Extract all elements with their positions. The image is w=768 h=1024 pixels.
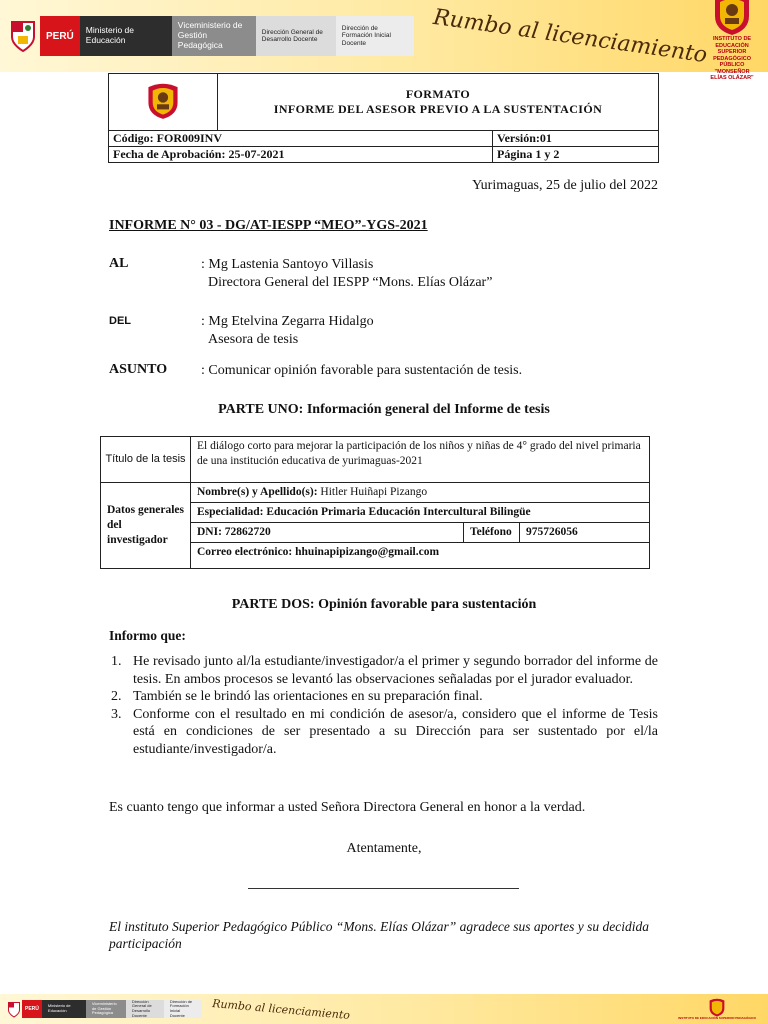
government-logo-strip [6,1000,202,1018]
email: Correo electrónico: hhuinapipizango@gmail.com [191,543,650,569]
phone-value: 975726056 [520,523,650,543]
regards: Atentamente, [346,841,422,856]
government-logo-strip [6,16,414,56]
top-banner [0,0,768,82]
part-one-title: PARTE UNO: Información general del Informe de tesis [218,402,550,417]
format-label: FORMATO [405,87,471,101]
del-label: DEL [109,315,131,327]
list-item: 2. También se le brindó las orientaciones en su preparación final. [111,689,483,704]
institute-name: INSTITUTO DE EDUCACIÓN SUPERIOR PEDAGÓGICO PÚBLICO "MONSEÑOR ELÍAS OLÁZAR" [710,35,754,82]
al-name: : Mg Lastenia Santoyo Villasis [201,257,374,272]
closing-sentence: Es cuanto tengo que informar a usted Señora Directora General en honor a la verdad. [109,800,586,815]
researcher-name-cell [191,483,650,503]
gov-direction-2: Dirección de Formación Inicial Docente [336,16,414,56]
page-number: Página 1 y 2 [493,147,659,163]
specialty: Especialidad: Educación Primaria Educación Intercultural Bilingüe [191,503,650,523]
asunto-label: ASUNTO [109,362,168,377]
asunto-text: : Comunicar opinión favorable para sustentación de tesis. [201,363,523,378]
institute-crest-icon [145,80,181,120]
dni: DNI: 72862720 [191,523,464,543]
header-logo-cell [109,74,218,131]
format-header-table [108,73,659,163]
bottom-banner [0,994,768,1024]
format-version: Versión:01 [493,131,659,147]
report-items-list [111,653,658,758]
al-label: AL [109,256,129,271]
approval-date: Fecha de Aprobación: 25-07-2021 [109,147,493,163]
institute-name: INSTITUTO DE EDUCACIÓN SUPERIOR PEDAGÓGICO [678,1016,756,1021]
footer-note: El instituto Superior Pedagógico Público “Mons. Elías Olázar” agradece sus aportes y su decidida participación [109,919,649,951]
header-title-cell [218,74,659,131]
slogan: Rumbo al licenciamiento [211,996,351,1022]
gov-vice: Viceministerio de Gestión Pedagógica [172,16,256,56]
gov-country: PERÚ [22,1000,42,1018]
phone-label: Teléfono [464,523,520,543]
gov-direction-1: Dirección General de Desarrollo Docente [256,16,336,56]
thesis-info-table [100,436,650,569]
peru-shield-icon [6,1000,22,1018]
list-item: 3. Conforme con el resultado en mi condición de asesor/a, considero que el informe de Tesis está en condiciones de ser presentado a su Dirección para ser sustentado por el/la estudiante/investigador/a. [111,706,658,757]
date-line: Yurimaguas, 25 de julio del 2022 [472,178,658,193]
institute-crest-icon [711,0,753,36]
al-role: Directora General del IESPP “Mons. Elías Olázar” [208,275,493,290]
gov-direction-1: Dirección General de Desarrollo Docente [126,1000,164,1018]
institute-crest-icon [707,997,727,1017]
gov-vice: Viceministerio de Gestión Pedagógica [86,1000,126,1018]
informo-label: Informo que: [109,628,186,643]
name-value: Hitler Huiñapi Pizango [320,486,428,498]
informe-number: INFORME N° 03 - DG/AT-IESPP “MEO”-YGS-2021 [109,218,428,233]
format-code: Código: FOR009INV [109,131,493,147]
thesis-title-label: Título de la tesis [101,437,191,483]
institute-logo-block [678,997,756,1021]
name-label: Nombre(s) y Apellido(s): [197,486,318,498]
thesis-title-value: El diálogo corto para mejorar la participación de los niños y niñas de 4° grado del nivel primaria de una institución educativa de yurimaguas-2021 [191,437,650,483]
gov-country: PERÚ [40,16,80,56]
peru-shield-icon [6,16,40,56]
gov-direction-2: Dirección de Formación Inicial Docente [164,1000,202,1018]
researcher-data-label: Datos generales del investigador [101,483,191,569]
signature-line [248,888,519,889]
del-name: : Mg Etelvina Zegarra Hidalgo [201,314,374,329]
list-item: 1. He revisado junto al/la estudiante/investigador/a el primer y segundo borrador del informe de tesis. En ambos procesos se levantó las observaciones señaladas por el jurador evaluador. [111,654,658,687]
part-two-title: PARTE DOS: Opinión favorable para sustentación [231,597,537,612]
institute-logo-block [708,0,756,82]
format-title: INFORME DEL ASESOR PREVIO A LA SUSTENTACIÓN [273,102,603,116]
gov-ministry: Ministerio de Educación [80,16,172,56]
del-role: Asesora de tesis [208,332,299,347]
slogan: Rumbo al licenciamiento [431,4,709,68]
gov-ministry: Ministerio de Educación [42,1000,86,1018]
